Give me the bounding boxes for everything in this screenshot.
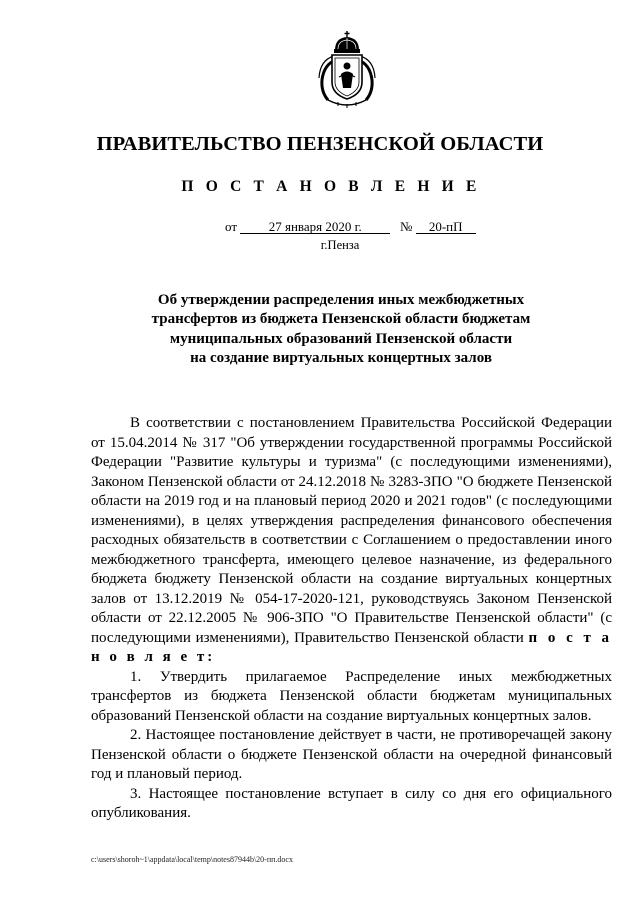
footer-file-path: c:\users\shoroh~1\appdata\local\temp\notes87944b\20-пп.docx: [91, 855, 293, 864]
subject-line: на создание виртуальных концертных залов: [190, 350, 492, 367]
document-subject: [0, 291, 640, 369]
resolution-item: 3. Настоящее постановление вступает в силу со дня его официального опубликования.: [91, 785, 612, 821]
preamble-paragraph: [91, 414, 612, 668]
date-number-line: [225, 219, 476, 235]
subject-line: Об утверждении распределения иных межбюджетных: [157, 292, 525, 308]
subject-line: муниципальных образований Пензенской области: [169, 330, 513, 347]
resolves-keyword: п о с т а н о в л я е т:: [91, 629, 613, 665]
resolution-item: 2. Настоящее постановление действует в части, не противоречащей закону Пензенской области о бюджете Пензенской области на очередной финансовый год и плановый период.: [91, 727, 612, 782]
city: г.Пенза: [320, 238, 360, 252]
document-body: [91, 414, 612, 824]
document-date: 27 января 2020 г.: [240, 220, 390, 234]
coat-of-arms-emblem: [318, 30, 376, 108]
subject-line: трансфертов из бюджета Пензенской области бюджетам: [151, 311, 531, 328]
date-prefix: от: [225, 219, 238, 234]
document-number: 20-пП: [416, 220, 476, 234]
preamble-text: В соответствии с постановлением Правительства Российской Федерации от 15.04.2014 № 317 "Об утверждении государственной программы Российской Федерации "Развитие культуры и туризма" (с последующими изменениями), Законом Пензенской области от 24.12.2018 № 3283-ЗПО "О бюджете Пензенской области на 2019 год и на плановый период 2020 и 2021 годов" (с последующими изменениями), в целях утверждения распределения финансового обеспечения расходных обязательств в соответствии с Соглашением о предоставлении иного межбюджетного трансферта, имеющего целевое назначение, из федерального бюджета бюджету Пензенской области на создание виртуальных концертных залов от 13.12.2019 № 054-17-2020-121, руководствуясь Законом Пензенской области от 22.12.2005 № 906-ЗПО "О Правительстве Пензенской области" (с последующими изменениями), Правительство Пензенской области: [91, 415, 612, 646]
number-prefix: №: [400, 219, 413, 234]
organization-title: ПРАВИТЕЛЬСТВО ПЕНЗЕНСКОЙ ОБЛАСТИ: [96, 133, 544, 155]
resolution-item: 1. Утвердить прилагаемое Распределение иных межбюджетных трансфертов из бюджета Пензенской области бюджетам муниципальных образований Пензенской области на создание виртуальных концертных залов.: [91, 668, 612, 724]
document-type: П О С Т А Н О В Л Е Н И Е: [181, 178, 481, 195]
